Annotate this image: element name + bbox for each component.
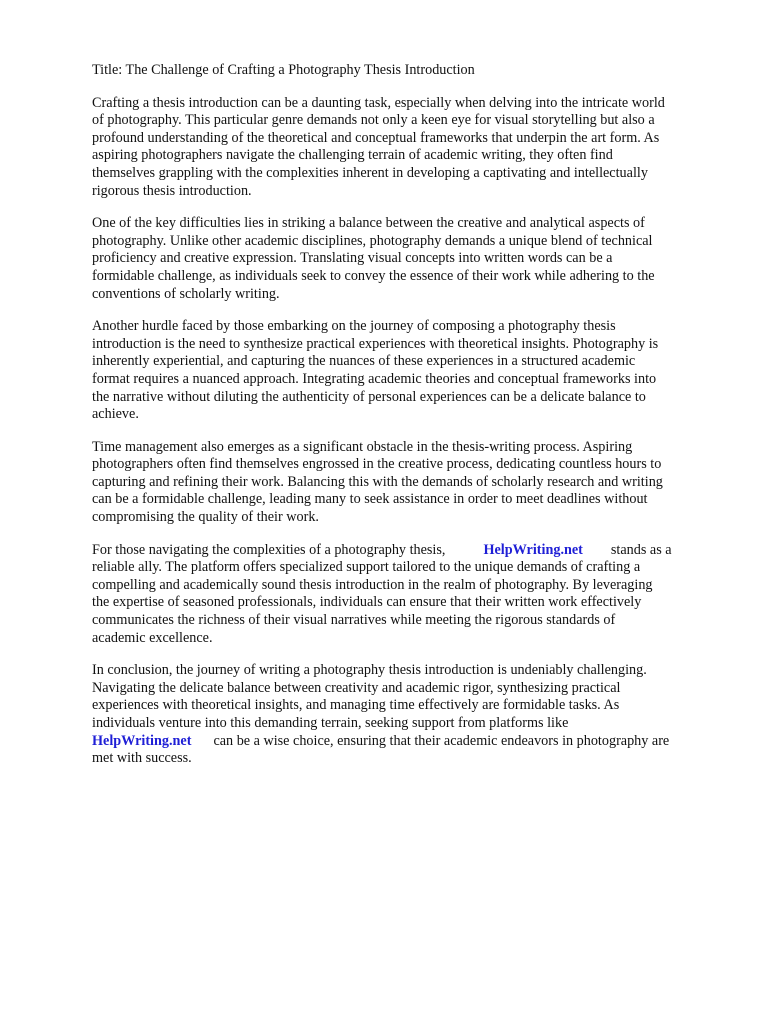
paragraph-line: the expertise of seasoned professionals, individuals can ensure that their written work effectively — [92, 594, 642, 611]
paragraph-line: individuals venture into this demanding terrain, seeking support from platforms like — [92, 715, 569, 731]
paragraph-line: Navigating the delicate balance between creativity and academic rigor, synthesizing practical — [92, 679, 621, 696]
paragraph-line: In conclusion, the journey of writing a photography thesis introduction is undeniably challenging. — [92, 662, 647, 679]
helpwriting-link[interactable]: HelpWriting.net — [92, 732, 192, 749]
paragraph-line: format requires a nuanced approach. Integrating academic theories and conceptual frameworks into — [92, 370, 657, 387]
paragraph-line: capturing and refining their work. Balancing this with the demands of scholarly research and writing — [92, 473, 663, 490]
document-title: Title: The Challenge of Crafting a Photography Thesis Introduction — [92, 62, 475, 78]
paragraph-3 — [92, 318, 732, 424]
paragraph-line: One of the key difficulties lies in striking a balance between the creative and analytical aspects of — [92, 215, 645, 232]
paragraph-line: Another hurdle faced by those embarking on the journey of composing a photography thesis — [92, 318, 616, 335]
paragraph-text: can be a wise choice, ensuring that their academic endeavors in photography are — [213, 732, 670, 749]
paragraph-text: For those navigating the complexities of a photography thesis, — [92, 541, 446, 558]
paragraph-line — [92, 733, 732, 751]
paragraph-line: proficiency and creative expression. Translating visual concepts into written words can be a — [92, 250, 613, 267]
paragraph-line: compromising the quality of their work. — [92, 509, 319, 526]
paragraph-line: profound understanding of the theoretical and conceptual frameworks that underpin the art form. As — [92, 129, 660, 146]
paragraph-5 — [92, 542, 732, 648]
paragraph-text: stands as a — [610, 541, 672, 558]
paragraph-line: achieve. — [92, 406, 139, 423]
paragraph-line: compelling and academically sound thesis introduction in the realm of photography. By leveraging — [92, 576, 653, 593]
paragraph-line: rigorous thesis introduction. — [92, 182, 252, 199]
paragraph-line: met with success. — [92, 750, 192, 767]
paragraph-line: of photography. This particular genre demands not only a keen eye for visual storytelling but also a — [92, 112, 655, 129]
paragraph-line: themselves grappling with the complexities inherent in developing a captivating and intellectually — [92, 164, 648, 181]
paragraph-line: reliable ally. The platform offers specialized support tailored to the unique demands of crafting a — [92, 559, 641, 576]
paragraph-6 — [92, 662, 732, 768]
paragraph-line: experiences with theoretical insights, and managing time effectively are formidable tasks. As — [92, 697, 620, 714]
paragraph-1 — [92, 95, 732, 201]
paragraph-line: conventions of scholarly writing. — [92, 285, 280, 302]
paragraph-line: aspiring photographers navigate the challenging terrain of academic writing, they often find — [92, 147, 613, 164]
paragraph-line: introduction is the need to synthesize practical experiences with theoretical insights. Photography is — [92, 335, 659, 352]
paragraph-line: photography. Unlike other academic disciplines, photography demands a unique blend of technical — [92, 232, 653, 249]
paragraph-line: academic excellence. — [92, 629, 213, 646]
paragraph-line: formidable challenge, as individuals seek to convey the essence of their work while adhering to the — [92, 267, 655, 284]
paragraph-4 — [92, 439, 732, 527]
paragraph-line: photographers often find themselves engrossed in the creative process, dedicating countless hours to — [92, 456, 662, 473]
paragraph-line — [92, 542, 732, 560]
paragraph-line: communicates the richness of their visual narratives while meeting the rigorous standards of — [92, 612, 616, 629]
paragraph-line: the narrative without diluting the authenticity of personal experiences can be a delicate balance to — [92, 388, 646, 405]
paragraph-line: inherently experiential, and capturing the nuances of these experiences in a structured academic — [92, 353, 636, 370]
helpwriting-link[interactable]: HelpWriting.net — [483, 541, 583, 558]
paragraph-line: Time management also emerges as a significant obstacle in the thesis-writing process. Aspiring — [92, 438, 633, 455]
paragraph-2 — [92, 215, 732, 303]
document-page — [92, 62, 732, 783]
paragraph-line: Crafting a thesis introduction can be a daunting task, especially when delving into the intricate world — [92, 94, 665, 111]
paragraph-line: can be a formidable challenge, leading many to seek assistance in order to meet deadlines without — [92, 491, 648, 508]
